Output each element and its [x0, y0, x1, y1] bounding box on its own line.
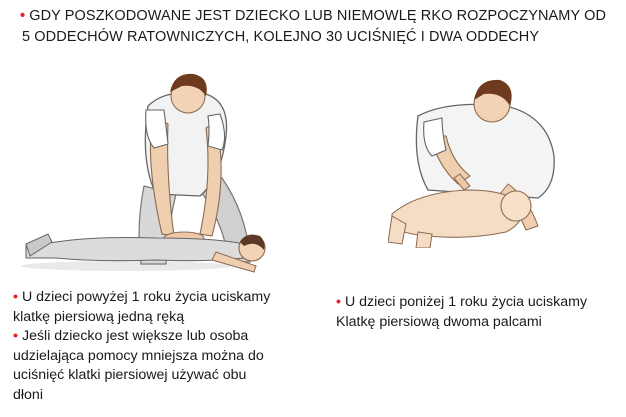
caption-left-item2-line2: udzielająca pomocy mniejsza można do	[13, 347, 264, 364]
bullet-dot-icon: •	[336, 294, 341, 310]
header-line-1: GDY POSZKODOWANE JEST DZIECKO LUB NIEMOWLĘ RKO ROZPOCZYNAMY OD	[29, 8, 607, 24]
child-cpr-illustration	[16, 66, 306, 276]
header-line-2: 5 ODDECHÓW RATOWNICZYCH, KOLEJNO 30 UCIŚNIĘĆ I DWA ODDECHY	[22, 29, 540, 45]
caption-right-item-1	[336, 293, 626, 332]
caption-left-item-2	[13, 327, 313, 405]
caption-left-item1-line1: U dzieci powyżej 1 roku życia uciskamy	[21, 289, 271, 305]
caption-left	[13, 288, 313, 405]
caption-right	[336, 293, 626, 332]
caption-right-item1-line1: U dzieci poniżej 1 roku życia uciskamy	[344, 294, 588, 310]
bullet-dot-icon: •	[13, 328, 18, 344]
caption-left-item-1	[13, 288, 313, 327]
caption-left-item2-line4: dłoni	[13, 386, 43, 403]
caption-left-item1-line2: klatkę piersiową jedną ręką	[13, 308, 185, 325]
caption-left-item2-line1: Jeśli dziecko jest większe lub osoba	[21, 328, 249, 344]
caption-right-item1-line2: Klatkę piersiową dwoma palcami	[336, 313, 542, 330]
infant-cpr-illustration	[388, 66, 568, 248]
slide-header	[20, 6, 610, 48]
bullet-dot-icon: •	[13, 289, 18, 305]
caption-left-item2-line3: uciśnięć klatki piersiowej używać obu	[13, 367, 247, 383]
bullet-dot-icon: •	[20, 8, 26, 24]
